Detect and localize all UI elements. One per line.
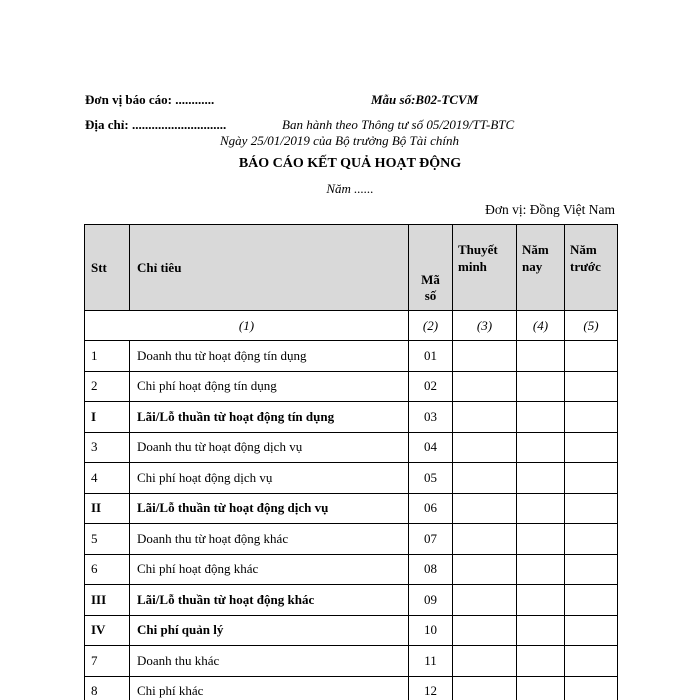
row-this-year-cell [517, 615, 565, 646]
row-code: 05 [409, 463, 453, 494]
address-label: Địa chỉ: ............................. [85, 117, 227, 132]
column-header-note [453, 225, 517, 311]
row-this-year-cell [517, 463, 565, 494]
row-this-year-cell [517, 676, 565, 700]
row-stt: 7 [85, 646, 130, 677]
reporting-unit-label: Đơn vị báo cáo: ............ [85, 92, 215, 107]
row-stt: 1 [85, 341, 130, 372]
row-prev-year-cell [565, 554, 618, 585]
row-note-cell [453, 463, 517, 494]
row-name: Doanh thu từ hoạt động khác [130, 524, 409, 555]
row-note-cell [453, 341, 517, 372]
row-note-cell [453, 615, 517, 646]
row-code: 01 [409, 341, 453, 372]
note-header-line-2: minh [458, 259, 487, 274]
row-note-cell [453, 432, 517, 463]
row-name: Chi phí hoạt động tín dụng [130, 371, 409, 402]
row-prev-year-cell [565, 615, 618, 646]
this-year-header-line-1: Năm [522, 242, 549, 257]
table-header-row [85, 225, 618, 311]
report-table [84, 224, 618, 700]
row-code: 03 [409, 402, 453, 433]
this-year-header-line-2: nay [522, 259, 543, 274]
row-name: Doanh thu từ hoạt động tín dụng [130, 341, 409, 372]
row-note-cell [453, 676, 517, 700]
table-row [85, 463, 618, 494]
table-row [85, 524, 618, 555]
column-header-name: Chỉ tiêu [130, 225, 409, 311]
prev-year-header-line-2: trước [570, 259, 601, 274]
column-header-code [409, 225, 453, 311]
row-prev-year-cell [565, 676, 618, 700]
row-this-year-cell [517, 493, 565, 524]
row-stt: 8 [85, 676, 130, 700]
row-prev-year-cell [565, 371, 618, 402]
row-prev-year-cell [565, 493, 618, 524]
row-code: 07 [409, 524, 453, 555]
prev-year-header-line-1: Năm [570, 242, 597, 257]
issued-by-line-1: Ban hành theo Thông tư số 05/2019/TT-BTC [282, 117, 515, 132]
row-code: 04 [409, 432, 453, 463]
report-table-body [85, 341, 618, 700]
row-this-year-cell [517, 646, 565, 677]
code-header-line-2: số [424, 288, 437, 303]
row-prev-year-cell [565, 585, 618, 616]
table-row [85, 371, 618, 402]
form-number: Mẫu số:B02-TCVM [371, 92, 479, 107]
row-note-cell [453, 493, 517, 524]
column-header-prev-year [565, 225, 618, 311]
table-row [85, 585, 618, 616]
row-prev-year-cell [565, 646, 618, 677]
row-stt: 2 [85, 371, 130, 402]
row-code: 12 [409, 676, 453, 700]
column-index-4: (4) [517, 311, 565, 341]
column-index-1: (1) [85, 311, 409, 341]
row-stt: I [85, 402, 130, 433]
table-row [85, 432, 618, 463]
row-prev-year-cell [565, 463, 618, 494]
row-code: 06 [409, 493, 453, 524]
table-row [85, 646, 618, 677]
row-prev-year-cell [565, 432, 618, 463]
row-stt: 4 [85, 463, 130, 494]
column-index-row [85, 311, 618, 341]
row-this-year-cell [517, 432, 565, 463]
table-row [85, 493, 618, 524]
row-name: Doanh thu khác [130, 646, 409, 677]
report-title: BÁO CÁO KẾT QUẢ HOẠT ĐỘNG [238, 156, 462, 171]
row-stt: II [85, 493, 130, 524]
row-code: 08 [409, 554, 453, 585]
row-name: Lãi/Lỗ thuần từ hoạt động dịch vụ [130, 493, 409, 524]
table-row [85, 554, 618, 585]
table-row [85, 341, 618, 372]
row-note-cell [453, 524, 517, 555]
row-note-cell [453, 402, 517, 433]
row-this-year-cell [517, 402, 565, 433]
column-index-5: (5) [565, 311, 618, 341]
table-row [85, 615, 618, 646]
row-this-year-cell [517, 371, 565, 402]
row-name: Chi phí khác [130, 676, 409, 700]
row-this-year-cell [517, 585, 565, 616]
row-this-year-cell [517, 524, 565, 555]
row-note-cell [453, 646, 517, 677]
row-note-cell [453, 371, 517, 402]
row-note-cell [453, 554, 517, 585]
row-name: Chi phí hoạt động khác [130, 554, 409, 585]
code-header-line-1: Mã [421, 272, 440, 287]
currency-unit: Đơn vị: Đồng Việt Nam [485, 202, 615, 217]
row-stt: 6 [85, 554, 130, 585]
row-this-year-cell [517, 554, 565, 585]
report-year: Năm ...... [326, 181, 374, 196]
row-prev-year-cell [565, 524, 618, 555]
note-header-line-1: Thuyết [458, 242, 498, 257]
row-code: 10 [409, 615, 453, 646]
row-name: Chi phí hoạt động dịch vụ [130, 463, 409, 494]
row-this-year-cell [517, 341, 565, 372]
row-name: Lãi/Lỗ thuần từ hoạt động khác [130, 585, 409, 616]
row-prev-year-cell [565, 341, 618, 372]
table-row [85, 402, 618, 433]
row-stt: III [85, 585, 130, 616]
row-name: Chi phí quản lý [130, 615, 409, 646]
table-row [85, 676, 618, 700]
column-header-this-year [517, 225, 565, 311]
issued-by-line-2: Ngày 25/01/2019 của Bộ trưởng Bộ Tài chính [220, 133, 459, 148]
row-stt: 5 [85, 524, 130, 555]
row-stt: 3 [85, 432, 130, 463]
row-code: 09 [409, 585, 453, 616]
row-prev-year-cell [565, 402, 618, 433]
column-index-3: (3) [453, 311, 517, 341]
column-header-stt: Stt [85, 225, 130, 311]
column-index-2: (2) [409, 311, 453, 341]
row-name: Lãi/Lỗ thuần từ hoạt động tín dụng [130, 402, 409, 433]
row-note-cell [453, 585, 517, 616]
row-stt: IV [85, 615, 130, 646]
row-code: 11 [409, 646, 453, 677]
row-code: 02 [409, 371, 453, 402]
row-name: Doanh thu từ hoạt động dịch vụ [130, 432, 409, 463]
